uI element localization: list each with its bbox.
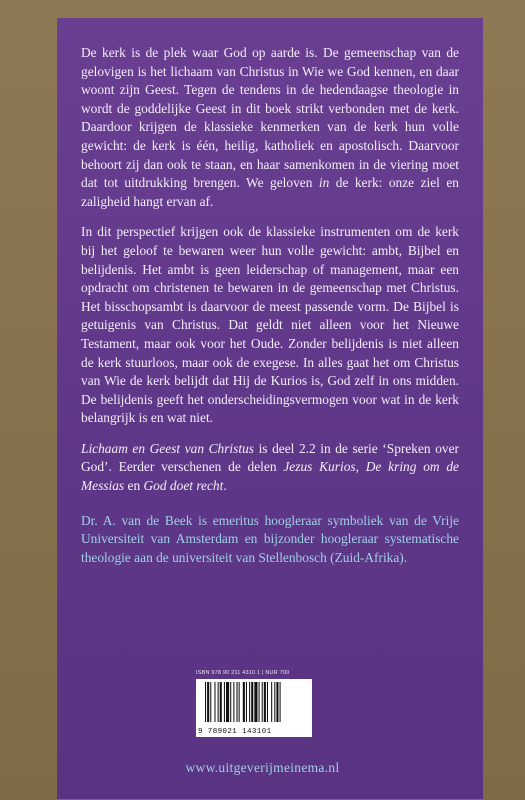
blurb-emphasis: in bbox=[318, 175, 330, 191]
series-note bbox=[81, 440, 459, 496]
series-separator: , bbox=[355, 459, 359, 475]
blurb-paragraph-1-end: de kerk: onze ziel en zaligheid hangt ervan af. bbox=[81, 175, 459, 209]
barcode-bar bbox=[224, 682, 225, 722]
barcode-bar bbox=[210, 682, 211, 722]
barcode-bar bbox=[243, 682, 245, 722]
barcode-bar bbox=[218, 682, 219, 722]
series-text-1: is deel 2.2 in de serie ‘Spreken over God’. Eerder verschenen de delen bbox=[81, 440, 459, 475]
barcode-bar bbox=[246, 682, 247, 722]
barcode-block bbox=[196, 670, 312, 737]
barcode-bar bbox=[226, 682, 229, 722]
barcode-bar bbox=[254, 682, 257, 722]
barcode-bar bbox=[207, 682, 209, 722]
barcode-bar bbox=[233, 682, 234, 722]
barcode-bar bbox=[237, 682, 238, 722]
barcode-bar bbox=[262, 682, 263, 722]
blurb-paragraph-2: In dit perspectief krijgen ook de klassieke instrumenten om de kerk bij het geloof te bewaren weer hun volle gewicht: ambt, Bijbel en belijdenis. Het ambt is geen leiderschap of management, maar een opdracht om christenen te bewaren in de gemeenschap met Christus. Het bisschopsambt is daarvoor de meest passende vorm. De Bijbel is getuigenis van Christus. Dat geldt niet alleen voor het Nieuwe Testament, maar ook voor het Oude. Zonder belijdenis is niet alleen de kerk stuurloos, maar ook de exegese. In alles gaat het om Christus van Wie de kerk belijdt dat Hij de Kurios is, God zelf in ons midden. De belijdenis geeft het onderscheidingsvermogen voor wat in de kerk belangrijk is en wat niet. bbox=[81, 224, 459, 426]
barcode-bar bbox=[280, 682, 281, 722]
barcode-bar bbox=[274, 682, 275, 722]
barcode-bar bbox=[271, 682, 272, 722]
blurb-paragraph-1-text: De kerk is de plek waar God op aarde is. De gemeenschap van de gelovigen is het lichaam van Christus in Wie we God kennen, en daar woont zijn Geest. Tegen de tendens in de hedendaagse theologie in wordt de goddelijke Geest in dit boek strikt verbonden met de kerk. Daardoor krijgen de klassieke kenmerken van de kerk hun volle gewicht: de kerk is één, heilig, katholiek en apostolisch. Daarvoor behoort zij dan ook te staan, en haar samenkomen in de viering moet dat tot uitdrukking brengen. We geloven bbox=[81, 45, 459, 191]
series-title-kring: De kring om de Messias bbox=[81, 459, 459, 494]
isbn-line: ISBN 978 90 211 4310 1 | NUR 700 bbox=[196, 670, 290, 676]
author-bio: Dr. A. van de Beek is emeritus hoogleraar symboliek van de Vrije Universiteit van Amsterdam en bijzonder hoogleraar systematische theologie aan de universiteit van Stellenbosch (Zuid-Afrika). bbox=[81, 512, 459, 565]
barcode-bar bbox=[259, 682, 260, 722]
barcode-bar bbox=[276, 682, 278, 722]
series-text-2: en bbox=[127, 478, 141, 494]
barcode-bar bbox=[239, 682, 240, 722]
barcode-bars bbox=[205, 682, 308, 726]
barcode-bar bbox=[220, 682, 222, 722]
series-title-god-doet-recht: God doet recht bbox=[143, 478, 224, 494]
series-book-title: Lichaam en Geest van Christus bbox=[81, 440, 254, 456]
barcode-bar bbox=[205, 682, 206, 722]
barcode-bar bbox=[249, 682, 250, 722]
barcode bbox=[196, 679, 312, 737]
barcode-bar bbox=[251, 682, 253, 722]
barcode-bar bbox=[214, 682, 215, 722]
blurb-paragraph-1 bbox=[81, 44, 459, 211]
series-text-3: . bbox=[223, 478, 227, 494]
barcode-bar bbox=[230, 682, 231, 722]
barcode-bar bbox=[264, 682, 266, 722]
series-title-jezus-kurios: Jezus Kurios bbox=[283, 459, 356, 475]
barcode-bar bbox=[267, 682, 268, 722]
publisher-website[interactable]: www.uitgeverijmeinema.nl bbox=[185, 760, 340, 775]
barcode-digits: 9 789021 143101 bbox=[198, 728, 272, 736]
